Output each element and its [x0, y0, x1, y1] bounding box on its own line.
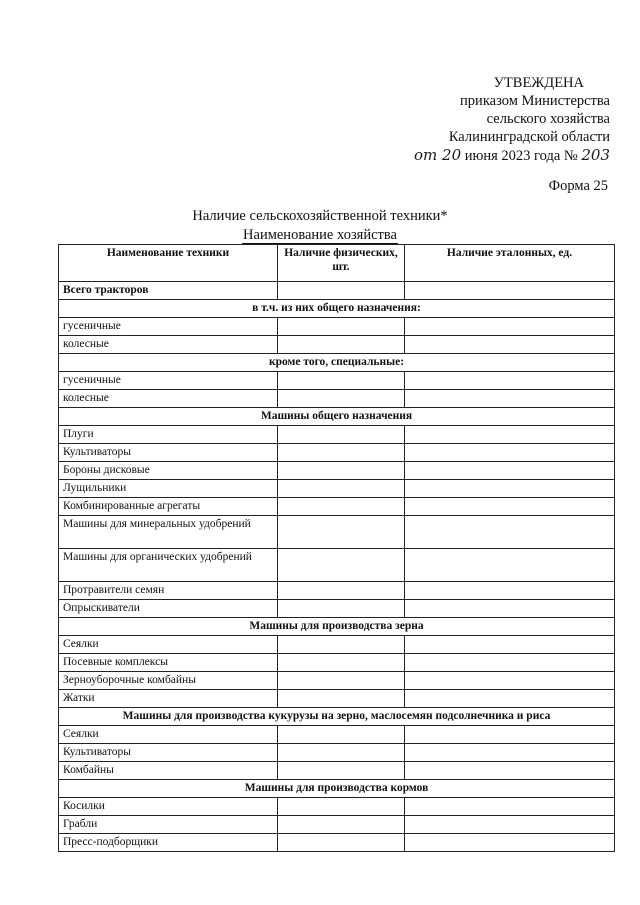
approval-line-2: сельского хозяйства: [486, 111, 610, 127]
table-row: [59, 636, 615, 654]
physical-count-cell[interactable]: [278, 636, 405, 654]
reference-count-cell[interactable]: [405, 372, 615, 390]
equipment-name-cell: Бороны дисковые: [59, 462, 278, 480]
reference-count-cell[interactable]: [405, 582, 615, 600]
reference-count-cell[interactable]: [405, 426, 615, 444]
equipment-name-cell: Комбинированные агрегаты: [59, 498, 278, 516]
reference-count-cell[interactable]: [405, 600, 615, 618]
reference-count-cell[interactable]: [405, 672, 615, 690]
physical-count-cell[interactable]: [278, 816, 405, 834]
table-header-row: [59, 245, 615, 282]
equipment-name-cell: колесные: [59, 390, 278, 408]
section-row: [59, 780, 615, 798]
table-row: [59, 582, 615, 600]
physical-count-cell[interactable]: [278, 282, 405, 300]
table-row: [59, 672, 615, 690]
table-row: [59, 798, 615, 816]
reference-count-cell[interactable]: [405, 498, 615, 516]
reference-count-cell[interactable]: [405, 516, 615, 549]
physical-count-cell[interactable]: [278, 318, 405, 336]
section-heading: Машины общего назначения: [59, 408, 615, 426]
table-row: [59, 444, 615, 462]
equipment-name-cell: колесные: [59, 336, 278, 354]
farm-name-label: Наименование хозяйства: [243, 227, 397, 243]
reference-count-cell[interactable]: [405, 726, 615, 744]
equipment-name-cell: Машины для минеральных удобрений: [59, 516, 278, 549]
table-row: [59, 390, 615, 408]
physical-count-cell[interactable]: [278, 672, 405, 690]
equipment-name-cell: Зерноуборочные комбайны: [59, 672, 278, 690]
reference-count-cell[interactable]: [405, 549, 615, 582]
section-row: [59, 408, 615, 426]
table-row: [59, 690, 615, 708]
equipment-name-cell: Сеялки: [59, 636, 278, 654]
equipment-name-cell: Культиваторы: [59, 444, 278, 462]
equipment-name-cell: Машины для органических удобрений: [59, 549, 278, 582]
physical-count-cell[interactable]: [278, 726, 405, 744]
table-row: [59, 744, 615, 762]
reference-count-cell[interactable]: [405, 462, 615, 480]
equipment-name-cell: Всего тракторов: [59, 282, 278, 300]
approval-number-handwritten: 203: [581, 146, 610, 164]
table-row: [59, 726, 615, 744]
physical-count-cell[interactable]: [278, 654, 405, 672]
approval-block: [414, 74, 610, 165]
physical-count-cell[interactable]: [278, 480, 405, 498]
table-row: [59, 498, 615, 516]
table-row: [59, 762, 615, 780]
section-row: [59, 354, 615, 372]
approval-title: УТВЕЖДЕНА: [493, 75, 584, 91]
table-row: [59, 426, 615, 444]
table-row: [59, 336, 615, 354]
equipment-name-cell: Опрыскиватели: [59, 600, 278, 618]
table-row: [59, 480, 615, 498]
physical-count-cell[interactable]: [278, 744, 405, 762]
equipment-name-cell: Комбайны: [59, 762, 278, 780]
section-heading: Машины для производства зерна: [59, 618, 615, 636]
table-row: [59, 834, 615, 852]
approval-line-1: приказом Министерства: [460, 93, 610, 109]
equipment-name-cell: Пресс-подборщики: [59, 834, 278, 852]
table-row: [59, 600, 615, 618]
physical-count-cell[interactable]: [278, 426, 405, 444]
approval-line-3: Калининградской области: [448, 129, 610, 145]
section-heading: Машины для производства кормов: [59, 780, 615, 798]
physical-count-cell[interactable]: [278, 498, 405, 516]
table-row: [59, 549, 615, 582]
equipment-name-cell: Сеялки: [59, 726, 278, 744]
reference-count-cell[interactable]: [405, 444, 615, 462]
physical-count-cell[interactable]: [278, 390, 405, 408]
physical-count-cell[interactable]: [278, 600, 405, 618]
reference-count-cell[interactable]: [405, 654, 615, 672]
equipment-name-cell: Протравители семян: [59, 582, 278, 600]
reference-count-cell[interactable]: [405, 636, 615, 654]
reference-count-cell[interactable]: [405, 744, 615, 762]
equipment-name-cell: Лущильники: [59, 480, 278, 498]
equipment-name-cell: Плуги: [59, 426, 278, 444]
equipment-name-cell: Грабли: [59, 816, 278, 834]
section-heading: Машины для производства кукурузы на зерно, маслосемян подсолнечника и риса: [59, 708, 615, 726]
physical-count-cell[interactable]: [278, 798, 405, 816]
equipment-name-cell: Посевные комплексы: [59, 654, 278, 672]
table-body: [59, 282, 615, 852]
table-row: [59, 372, 615, 390]
table-row: [59, 816, 615, 834]
physical-count-cell[interactable]: [278, 516, 405, 549]
header-reference-count: Наличие эталонных, ед.: [405, 245, 615, 282]
table-row: [59, 654, 615, 672]
approval-date-handwritten: от 20: [414, 146, 462, 164]
table-row: [59, 516, 615, 549]
approval-date-line: [414, 146, 610, 165]
reference-count-cell[interactable]: [405, 318, 615, 336]
reference-count-cell[interactable]: [405, 282, 615, 300]
approval-date-text: июня 2023 года №: [461, 148, 582, 164]
document-title: Наличие сельскохозяйственной техники*: [192, 208, 448, 224]
equipment-name-cell: гусеничные: [59, 372, 278, 390]
equipment-table: [58, 244, 615, 852]
physical-count-cell[interactable]: [278, 336, 405, 354]
reference-count-cell[interactable]: [405, 690, 615, 708]
section-heading: в т.ч. из них общего назначения:: [59, 300, 615, 318]
table-row: [59, 282, 615, 300]
reference-count-cell[interactable]: [405, 762, 615, 780]
table-row: [59, 462, 615, 480]
section-row: [59, 618, 615, 636]
equipment-name-cell: Культиваторы: [59, 744, 278, 762]
equipment-name-cell: Жатки: [59, 690, 278, 708]
physical-count-cell[interactable]: [278, 462, 405, 480]
equipment-name-cell: Косилки: [59, 798, 278, 816]
reference-count-cell[interactable]: [405, 480, 615, 498]
header-physical-count: Наличие физических, шт.: [278, 245, 405, 282]
section-heading: кроме того, специальные:: [59, 354, 615, 372]
equipment-name-cell: гусеничные: [59, 318, 278, 336]
physical-count-cell[interactable]: [278, 582, 405, 600]
physical-count-cell[interactable]: [278, 834, 405, 852]
reference-count-cell[interactable]: [405, 816, 615, 834]
physical-count-cell[interactable]: [278, 549, 405, 582]
section-row: [59, 300, 615, 318]
reference-count-cell[interactable]: [405, 798, 615, 816]
farm-name-line: [0, 227, 640, 244]
table-row: [59, 318, 615, 336]
section-row: [59, 708, 615, 726]
reference-count-cell[interactable]: [405, 336, 615, 354]
reference-count-cell[interactable]: [405, 834, 615, 852]
physical-count-cell[interactable]: [278, 444, 405, 462]
header-equipment-name: Наименование техники: [59, 245, 278, 282]
physical-count-cell[interactable]: [278, 690, 405, 708]
physical-count-cell[interactable]: [278, 372, 405, 390]
form-number: Форма 25: [548, 178, 608, 194]
physical-count-cell[interactable]: [278, 762, 405, 780]
reference-count-cell[interactable]: [405, 390, 615, 408]
